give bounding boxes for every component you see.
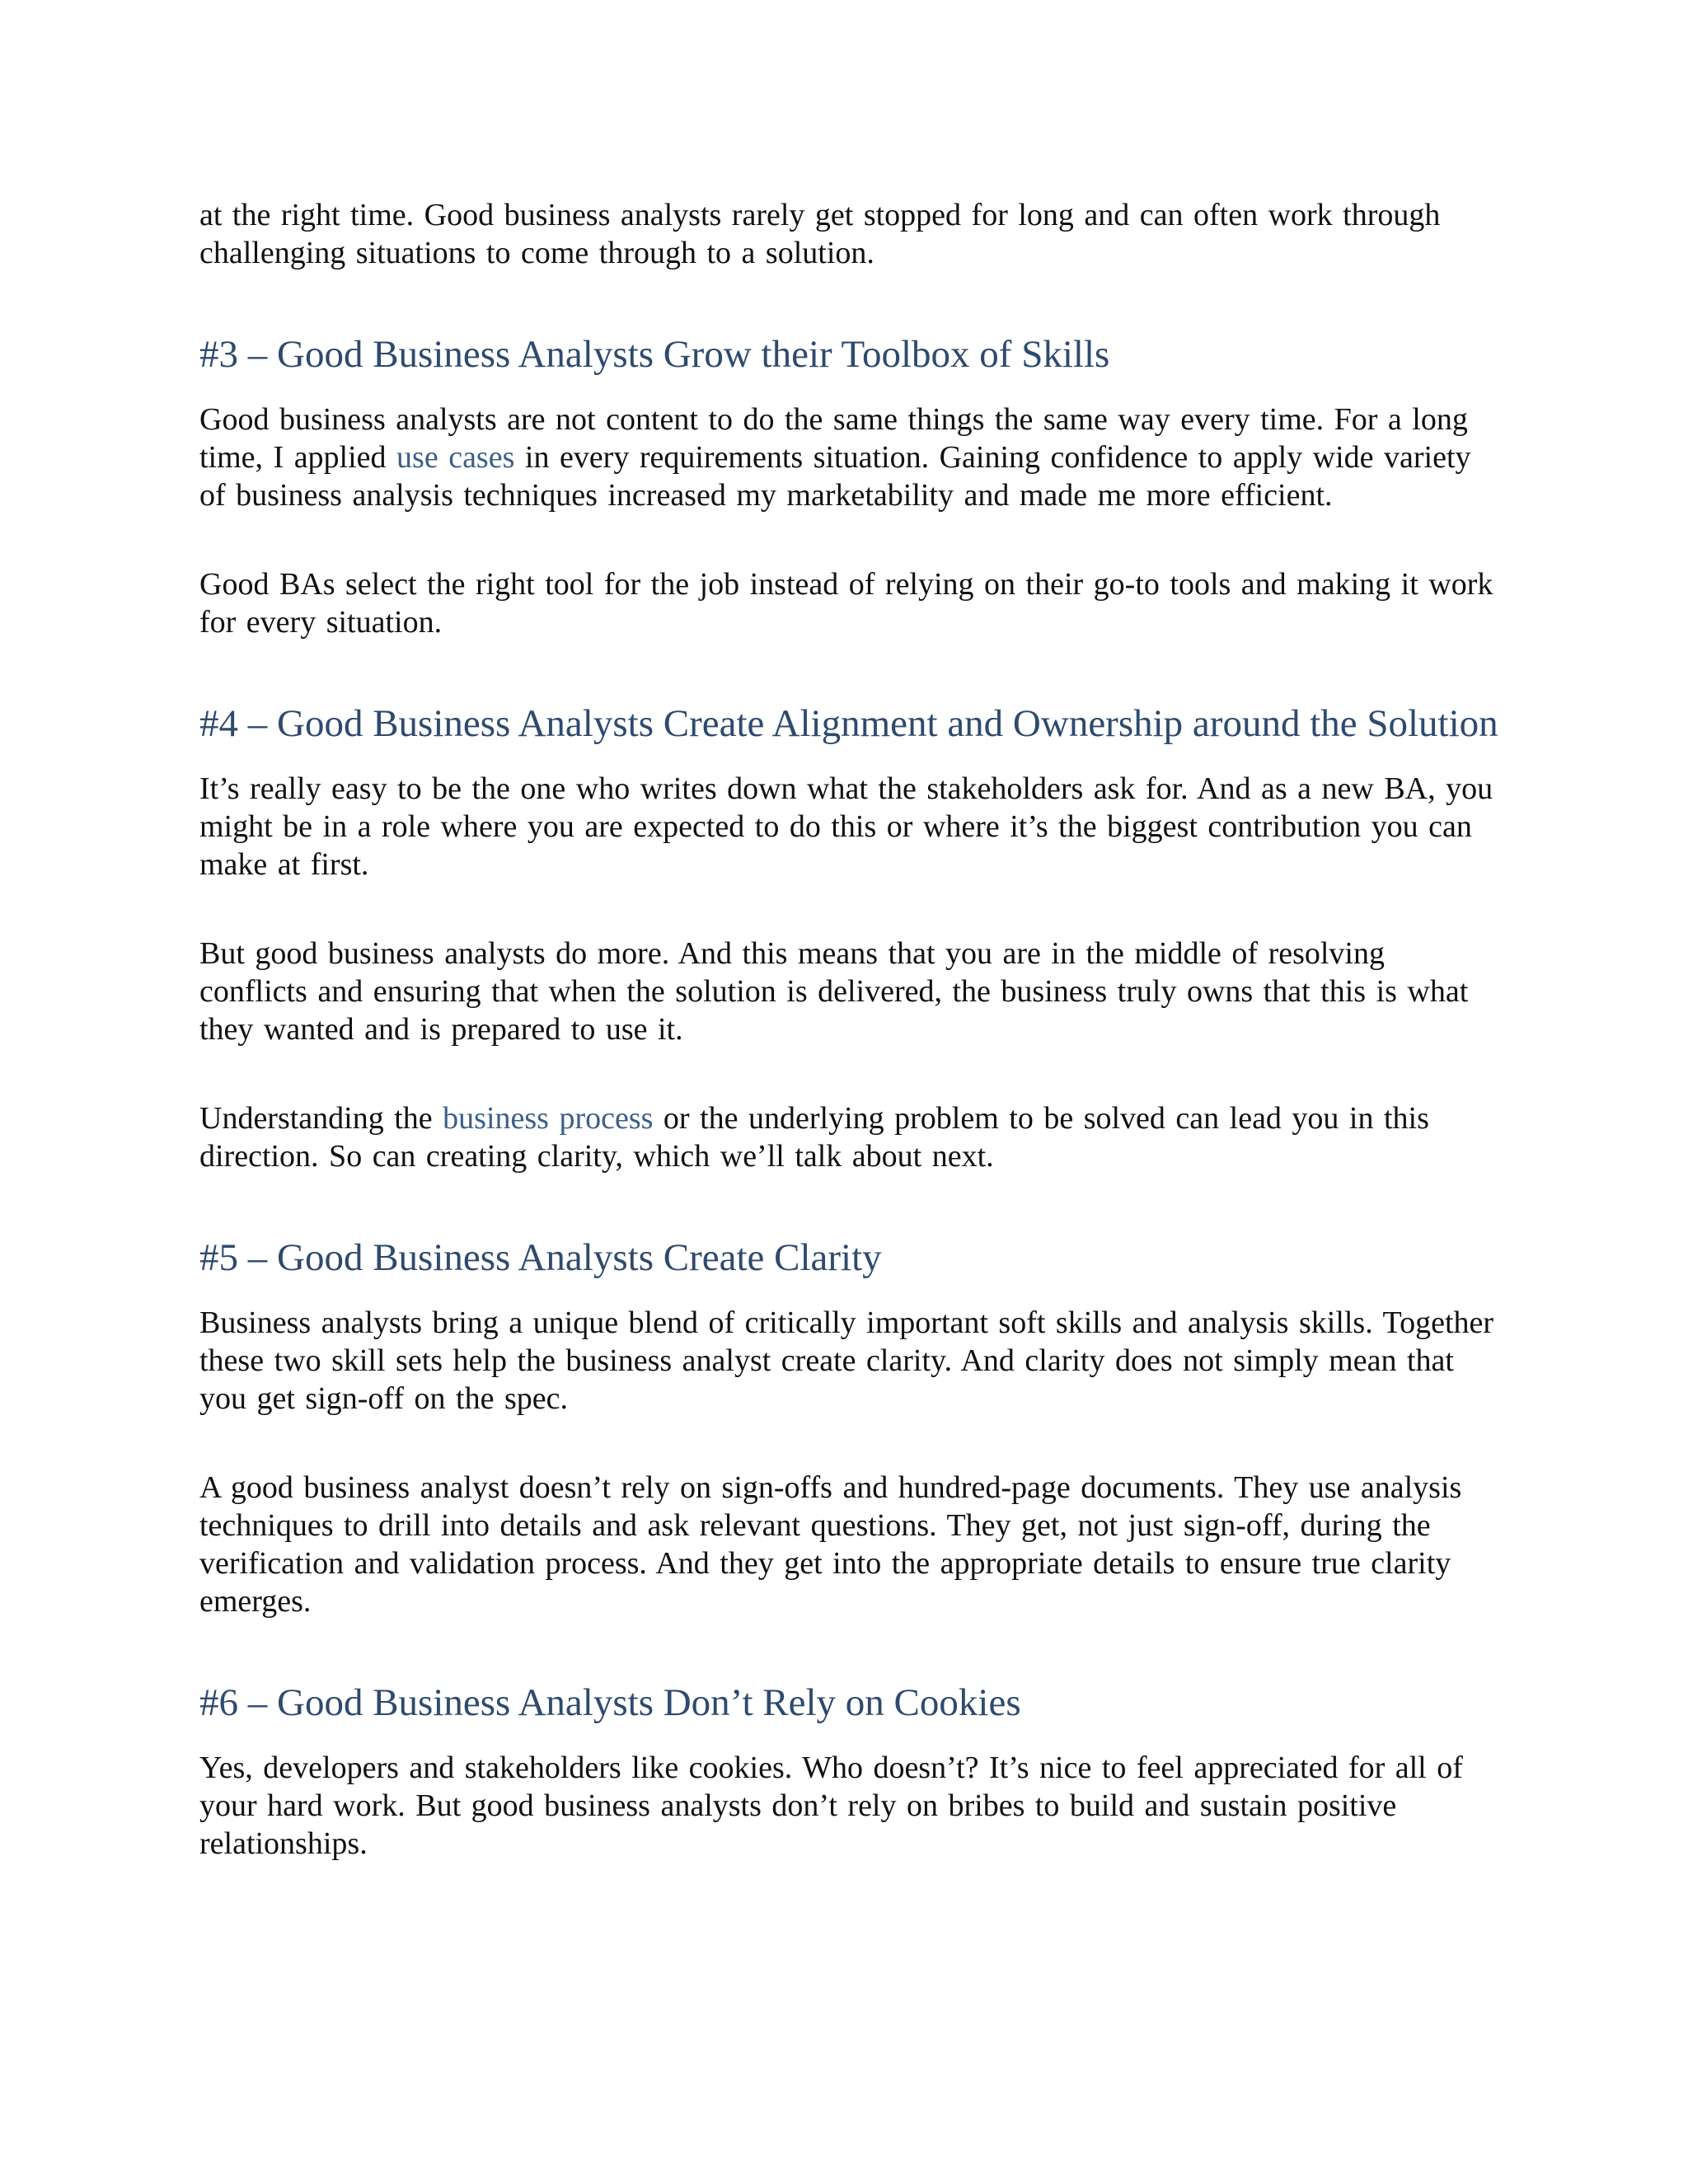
section-5-paragraph-1: Business analysts bring a unique blend of critically important soft skills and analysis skills. Together these two skill sets help the business analyst create clarity. And clarity does not simply mean that you get sign-off on the spec. <box>199 1305 1494 1416</box>
section-4-heading: #4 – Good Business Analysts Create Alignment and Ownership around the Solution <box>199 702 1498 745</box>
section-3-heading: #3 – Good Business Analysts Grow their Toolbox of Skills <box>199 333 1110 376</box>
section-3-paragraph-1 <box>199 401 1502 514</box>
section-6-heading: #6 – Good Business Analysts Don’t Rely on Cookies <box>199 1681 1021 1724</box>
section-5-heading: #5 – Good Business Analysts Create Clarity <box>199 1236 882 1279</box>
section-3-paragraph-1-text-a: Good business analysts are not content to do the same things the same way every time. For a long time, I applied <box>199 402 1468 475</box>
section-3-paragraph-1-text-b: in every requirements situation. Gaining confidence to apply wide variety of business analysis techniques increased my marketability and made me more efficient. <box>199 440 1471 513</box>
document-page <box>199 196 1502 1863</box>
section-4-paragraph-3-text-b: or the underlying problem to be solved can lead you in this direction. So can creating clarity, which we’ll talk about next. <box>199 1101 1429 1174</box>
business-process-link[interactable]: business process <box>443 1101 654 1136</box>
use-cases-link[interactable]: use cases <box>396 440 515 475</box>
section-4-paragraph-3 <box>199 1099 1502 1175</box>
section-3-paragraph-2: Good BAs select the right tool for the job instead of relying on their go-to tools and making it work for every situation. <box>199 567 1493 640</box>
section-4-paragraph-1: It’s really easy to be the one who writes down what the stakeholders ask for. And as a new BA, you might be in a role where you are expected to do this or where it’s the biggest contribution you can make at first. <box>199 771 1493 882</box>
section-5-paragraph-2: A good business analyst doesn’t rely on sign-offs and hundred-page documents. They use analysis techniques to drill into details and ask relevant questions. They get, not just sign-off, during the verification and validation process. And they get into the appropriate details to ensure true clarity emerges. <box>199 1470 1462 1619</box>
section-4-paragraph-3-text-a: Understanding the <box>199 1101 443 1136</box>
section-6-paragraph-1: Yes, developers and stakeholders like cookies. Who doesn’t? It’s nice to feel appreciated for all of your hard work. But good business analysts don’t rely on bribes to build and sustain positive relationships. <box>199 1750 1463 1861</box>
section-4-paragraph-2: But good business analysts do more. And this means that you are in the middle of resolving conflicts and ensuring that when the solution is delivered, the business truly owns that this is what they wanted and is prepared to use it. <box>199 936 1469 1047</box>
intro-paragraph: at the right time. Good business analysts rarely get stopped for long and can often work through challenging situations to come through to a solution. <box>199 198 1441 270</box>
